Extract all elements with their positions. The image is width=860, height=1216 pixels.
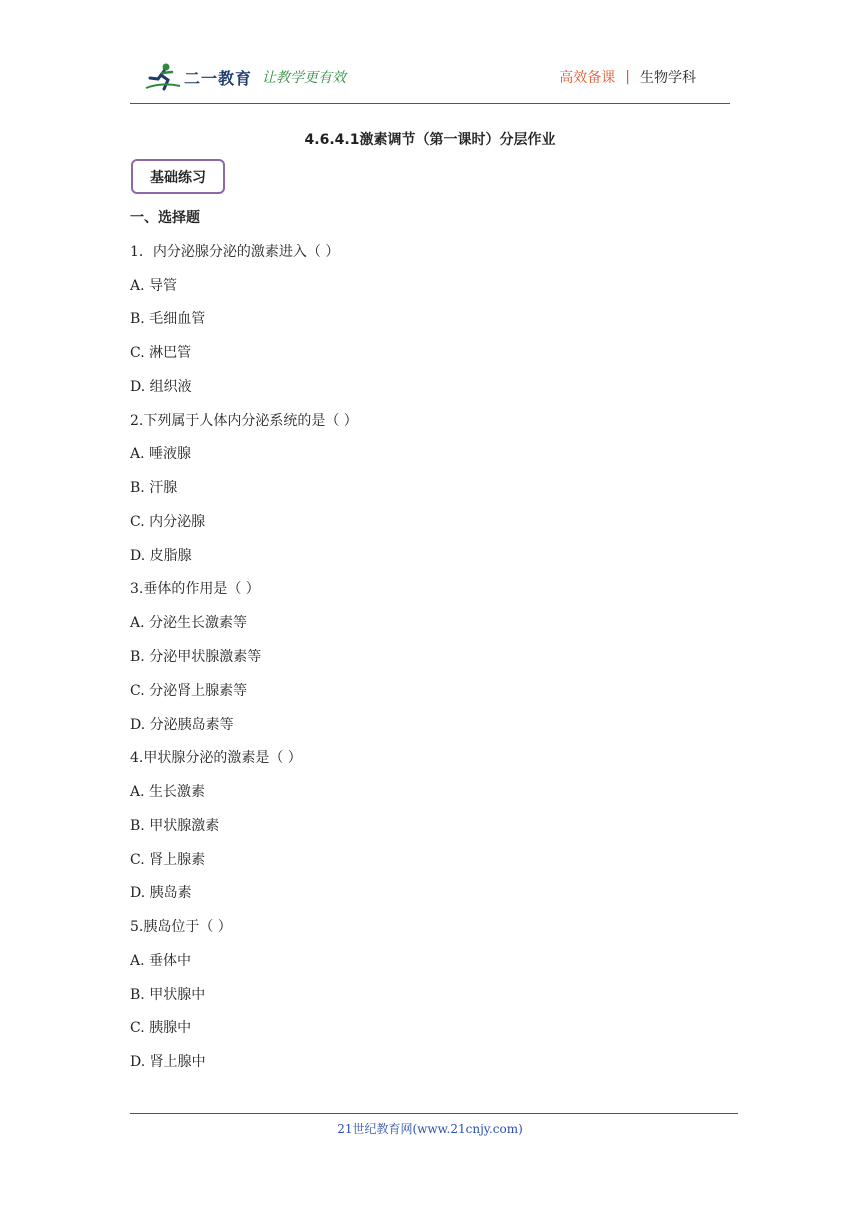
option-line: A. 生长激素 <box>130 784 206 800</box>
option-line: A. 分泌生长激素等 <box>130 615 248 631</box>
option-line: D. 胰岛素 <box>130 885 192 901</box>
option-line: D. 分泌胰岛素等 <box>130 717 234 733</box>
question-4: 4.甲状腺分泌的激素是（ ） <box>130 750 302 766</box>
option-line: A. 唾液腺 <box>130 446 192 462</box>
option-line: A. 导管 <box>130 278 178 294</box>
section-label: 基础练习 <box>131 159 225 194</box>
option-line: D. 组织液 <box>130 379 192 395</box>
section-heading: 一、选择题 <box>130 210 200 226</box>
logo-text: 二一教育 <box>184 68 253 88</box>
page-title: 4.6.4.1激素调节（第一课时）分层作业 <box>304 132 556 148</box>
header-divider <box>130 103 730 104</box>
option-line: C. 内分泌腺 <box>130 514 206 530</box>
runner-logo-icon <box>144 62 182 92</box>
option-line: C. 淋巴管 <box>130 345 192 361</box>
footer-link[interactable]: 21世纪教育网(www.21cnjy.com) <box>337 1122 523 1136</box>
option-line: C. 分泌肾上腺素等 <box>130 683 248 699</box>
header-left-label: 高效备课 <box>559 70 616 86</box>
option-line: D. 肾上腺中 <box>130 1054 206 1070</box>
option-line: B. 毛细血管 <box>130 311 206 327</box>
page-header <box>130 58 730 104</box>
option-line: B. 甲状腺中 <box>130 987 206 1003</box>
option-line: B. 分泌甲状腺激素等 <box>130 649 262 665</box>
option-line: A. 垂体中 <box>130 953 192 969</box>
question-3: 3.垂体的作用是（ ） <box>130 581 260 597</box>
option-line: C. 胰腺中 <box>130 1020 192 1036</box>
header-labels <box>559 67 696 87</box>
footer-divider <box>130 1113 738 1114</box>
question-5: 5.胰岛位于（ ） <box>130 919 232 935</box>
slogan: 让教学更有效 <box>262 70 347 86</box>
option-line: C. 肾上腺素 <box>130 852 206 868</box>
question-2: 2.下列属于人体内分泌系统的是（ ） <box>130 413 358 429</box>
option-line: D. 皮脂腺 <box>130 548 192 564</box>
header-subject: 生物学科 <box>640 70 696 86</box>
header-separator: | <box>625 69 630 85</box>
option-line: B. 汗腺 <box>130 480 178 496</box>
logo <box>144 62 346 92</box>
question-1: 1．内分泌腺分泌的激素进入（ ） <box>130 244 340 260</box>
option-line: B. 甲状腺激素 <box>130 818 220 834</box>
